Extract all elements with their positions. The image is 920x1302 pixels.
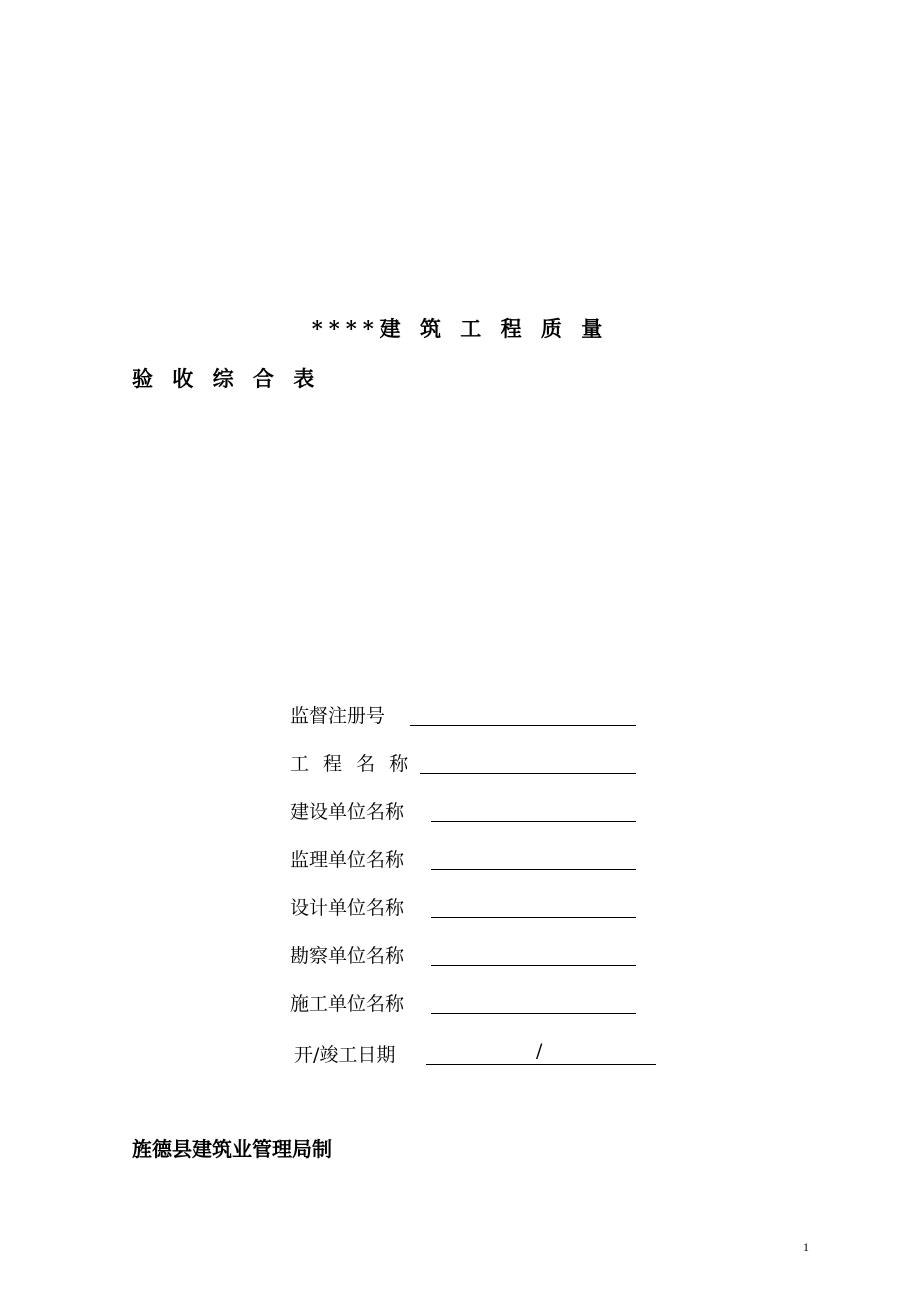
field-label: 工 程 名 称: [290, 753, 413, 775]
field-label: 勘察单位名称: [290, 945, 405, 967]
issuer-text: 旌德县建筑业管理局制: [132, 1137, 332, 1161]
field-label: 施工单位名称: [290, 993, 405, 1015]
fill-in-line[interactable]: [431, 821, 636, 822]
fill-in-line[interactable]: [431, 1013, 636, 1014]
date-separator: /: [536, 1040, 543, 1062]
fill-in-line[interactable]: [431, 869, 636, 870]
field-label: 设计单位名称: [290, 897, 405, 919]
fill-in-line[interactable]: [410, 725, 636, 726]
document-title-line2: 验 收 综 合 表: [132, 366, 321, 391]
document-title-line1: ****建 筑 工 程 质 量: [311, 316, 609, 341]
field-label: 监督注册号: [290, 705, 386, 727]
fill-in-line[interactable]: [426, 1064, 656, 1065]
field-label: 建设单位名称: [290, 801, 405, 823]
field-label: 监理单位名称: [290, 849, 405, 871]
fill-in-line[interactable]: [420, 773, 636, 774]
fill-in-line[interactable]: [431, 965, 636, 966]
fill-in-line[interactable]: [431, 917, 636, 918]
page-number: 1: [803, 1240, 809, 1254]
field-label: 开/竣工日期: [294, 1044, 396, 1066]
